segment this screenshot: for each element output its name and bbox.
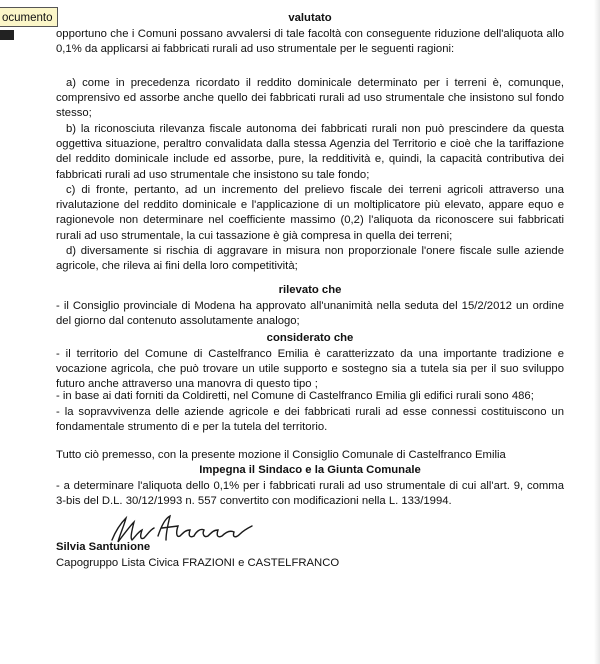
paragraph-b: b) la riconosciuta rilevanza fiscale autonoma dei fabbricati rurali non può prescindere da questa oggettiva situazione, peraltro convalidata dalla stessa Agenzia del Territorio e cioè che la tariffazione del reddito dominicale include ed assorbe, pure, la redditività e, quindi, la capacità contributiva dei fabbricati rurali ad uso strumentale che insistono su tale fondo; — [56, 123, 564, 181]
heading-valutato: valutato — [288, 12, 332, 24]
heading-considerato: considerato che — [266, 332, 354, 344]
heading-rilevato: rilevato che — [278, 284, 342, 296]
paragraph-c: c) di fronte, pertanto, ad un incremento del prelievo fiscale dei terreni agricoli attraverso una rivalutazione del reddito dominicale e l'applicazione di un moltiplicatore più elevato, appare equo e ragionevole non determinare nel coefficiente massimo (0,2) l'aliquota da riconoscere sui fabbricati rurali ad uso strumentale, la cui tassazione è già compresa in quella dei terreni; — [56, 184, 564, 242]
paragraph-intro: opportuno che i Comuni possano avvalersi di tale facoltà con conseguente riduzione dell'aliquota allo 0,1% da applicarsi ai fabbricati rurali ad uso strumentale per le seguenti ragioni: — [56, 28, 564, 56]
paragraph-impegna-1: - a determinare l'aliquota dello 0,1% per i fabbricati rurali ad uso strumentale di cui all'art. 9, comma 3-bis del D.L. 30/12/1993 n. 557 convertito con modificazioni nella L. 133/1994. — [56, 480, 564, 508]
paragraph-d: d) diversamente si rischia di aggravare in misura non proporzionale l'onere fiscale sulle aziende agricole, che rileva ai fini della loro competitività; — [56, 245, 564, 273]
paragraph-rilevato-1: - il Consiglio provinciale di Modena ha approvato all'unanimità nella seduta del 15/2/2012 un ordine del giorno dal contenuto assolutamente analogo; — [56, 300, 564, 328]
paragraph-considerato-1: - il territorio del Comune di Castelfranco Emilia è caratterizzato da una importante tradizione e vocazione agricola, che può trovare un utile supporto e sostegno sia a tutela sia per il suo sviluppo futuro anche attraverso una manovra di questo tipo ; — [56, 348, 564, 391]
heading-impegna: Impegna il Sindaco e la Giunta Comunale — [199, 464, 421, 476]
paragraph-a: a) come in precedenza ricordato il reddito dominicale determinato per i terreni è, comunque, comprensivo ed assorbe anche quello dei fabbricati rurali ad uso strumentale che insistono sul fondo stesso; — [56, 77, 564, 120]
page-right-edge-shadow — [594, 0, 600, 664]
document-tab[interactable] — [0, 7, 58, 27]
signature-name: Silvia Santunione — [56, 541, 151, 553]
page-fold-corner — [0, 30, 14, 40]
paragraph-considerato-3: - la sopravvivenza delle aziende agricole e dei fabbricati rurali ad esse connessi costituiscono un fondamentale strumento di e per la tutela del territorio. — [56, 406, 564, 434]
paragraph-considerato-2: - in base ai dati forniti da Coldiretti, nel Comune di Castelfranco Emilia gli edifici rurali sono 486; — [56, 390, 534, 402]
signature-role: Capogruppo Lista Civica FRAZIONI e CASTELFRANCO — [56, 557, 340, 569]
paragraph-premesso: Tutto ciò premesso, con la presente mozione il Consiglio Comunale di Castelfranco Emilia — [56, 449, 506, 461]
document-tab-label: ocumento — [2, 12, 53, 24]
